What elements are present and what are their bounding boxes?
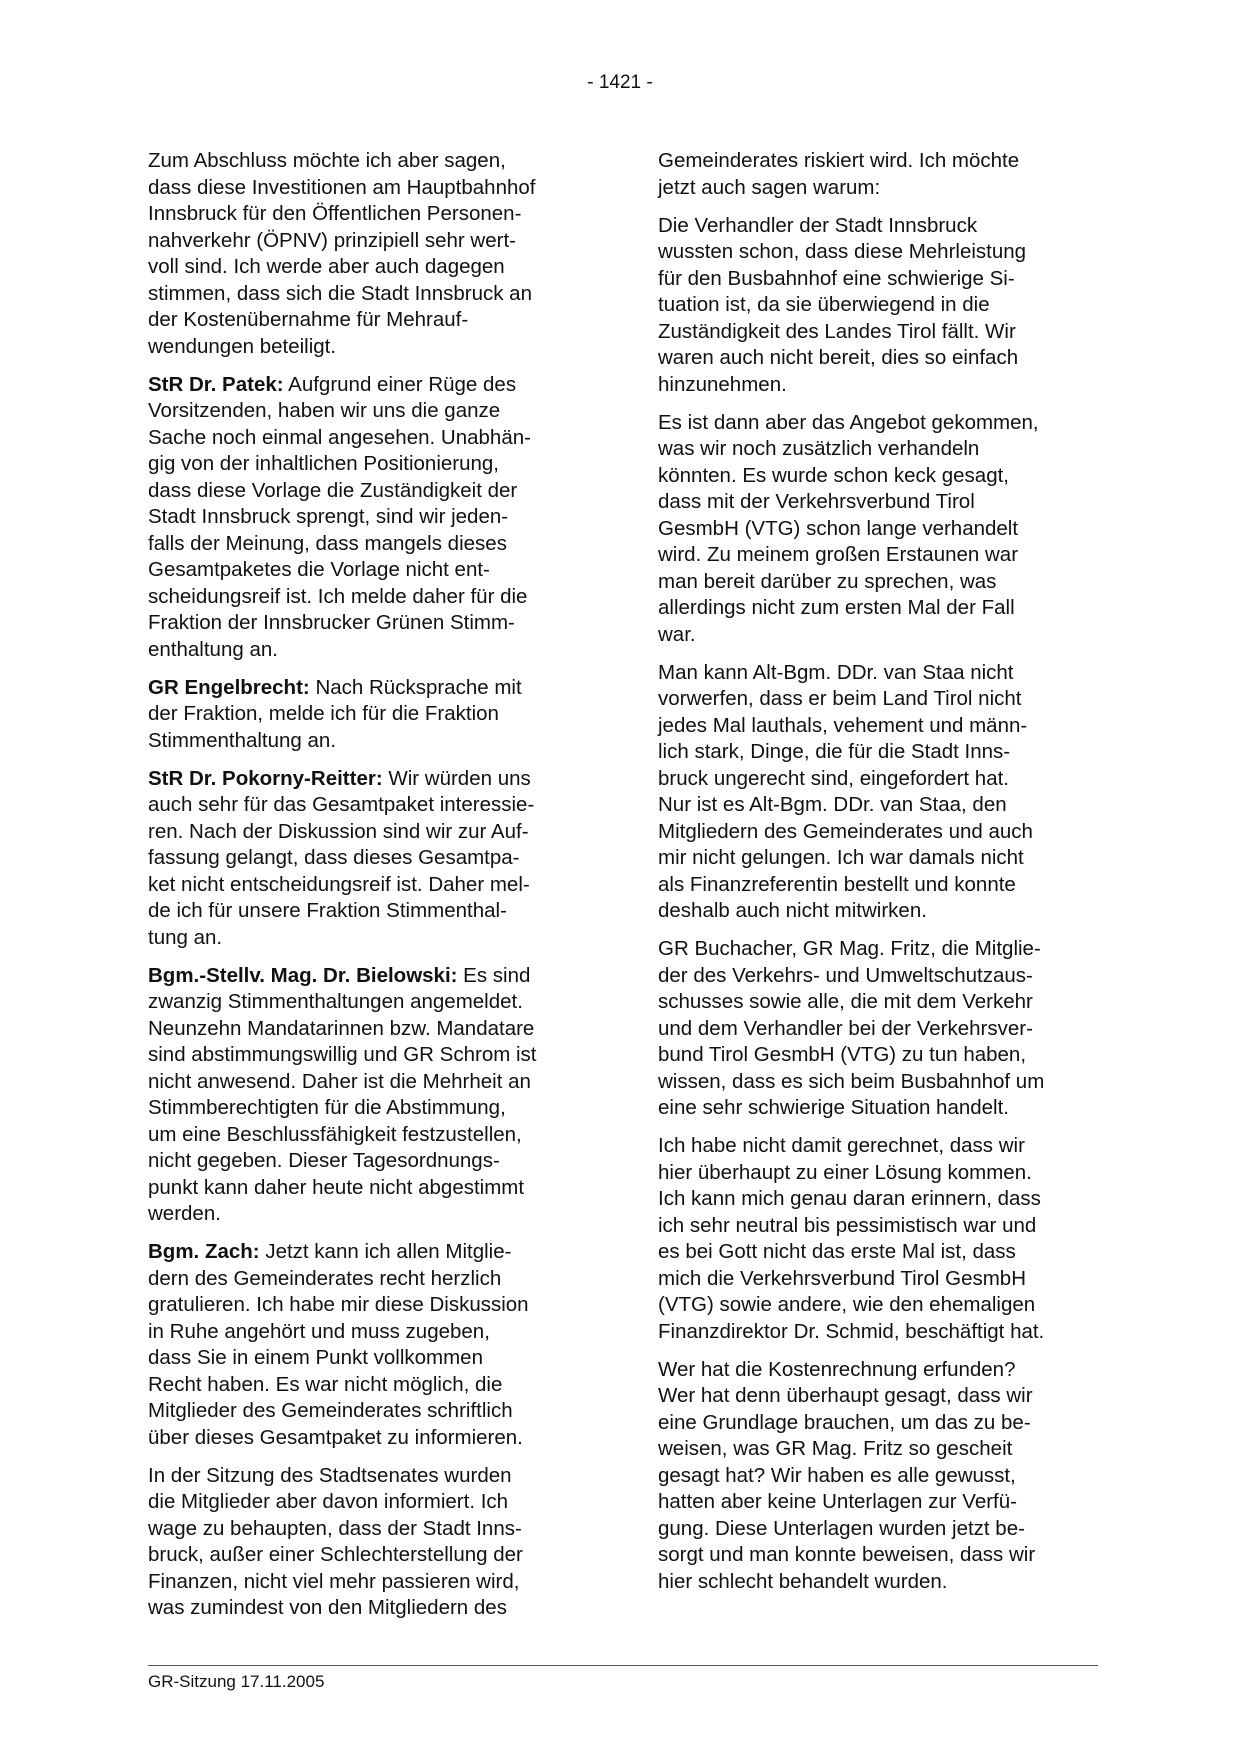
paragraph (148, 675, 593, 755)
paragraph (148, 963, 593, 1228)
paragraph-text: Nach Rücksprache mit der Fraktion, melde ich für die Fraktion Stimmenthaltung an. (148, 675, 522, 752)
paragraph (658, 213, 1103, 399)
speaker-name: StR Dr. Pokorny-Reitter: (148, 766, 383, 790)
footer-session-date: GR-Sitzung 17.11.2005 (148, 1672, 325, 1691)
paragraph-text: Wer hat die Kostenrechnung erfunden? Wer hat denn überhaupt gesagt, dass wir eine Grundlage brauchen, um das zu be- weisen, was GR Mag. Fritz so gescheit gesagt hat? Wir haben es alle gewusst, hatten aber keine Unterlagen zur Verfü- gung. Diese Unterlagen wurden jetzt be- sorgt und man konnte beweisen, dass wir hier schlecht behandelt wurden. (658, 1357, 1036, 1593)
paragraph (658, 1357, 1103, 1596)
paragraph-text: Die Verhandler der Stadt Innsbruck wussten schon, dass diese Mehrleistung für den Busbahnhof eine schwierige Si- tuation ist, da sie überwiegend in die Zuständigkeit des Landes Tirol fällt. Wir waren auch nicht bereit, dies so einfach hinzunehmen. (658, 213, 1027, 396)
paragraph-text: Man kann Alt-Bgm. DDr. van Staa nicht vorwerfen, dass er beim Land Tirol nicht jedes Mal lauthals, vehement und männ- lich stark, Dinge, die für die Stadt Inns- bruck ungerecht sind, eingefordert hat. Nur ist es Alt-Bgm. DDr. van Staa, den Mitgliedern des Gemeinderates und auch mir nicht gelungen. Ich war damals nicht als Finanzreferentin bestellt und konnte deshalb auch nicht mitwirken. (658, 660, 1033, 922)
paragraph (148, 1463, 593, 1622)
paragraph-text: Es sind zwanzig Stimmenthaltungen angemeldet. Neunzehn Mandatarinnen bzw. Mandatare sind abstimmungswillig und GR Schrom ist nicht anwesend. Daher ist die Mehrheit an Stimmberechtigten für die Abstimmung, um eine Beschlussfähigkeit festzustellen, nicht gegeben. Dieser Tagesordnungs- punkt kann daher heute nicht abgestimmt werden. (148, 963, 537, 1225)
paragraph (148, 766, 593, 952)
paragraph-text: Es ist dann aber das Angebot gekommen, was wir noch zusätzlich verhandeln könnten. Es wurde schon keck gesagt, dass mit der Verkehrsverbund Tirol GesmbH (VTG) schon lange verhandelt wird. Zu meinem großen Erstaunen war man bereit darüber zu sprechen, was allerdings nicht zum ersten Mal der Fall war. (658, 410, 1039, 646)
right-column (658, 148, 1103, 1607)
paragraph (658, 410, 1103, 649)
left-column (148, 148, 593, 1633)
footer-divider (148, 1665, 1098, 1666)
paragraph-text: Gemeinderates riskiert wird. Ich möchte jetzt auch sagen warum: (658, 149, 1020, 199)
paragraph (148, 148, 593, 360)
paragraph-text: Zum Abschluss möchte ich aber sagen, dass diese Investitionen am Hauptbahnhof Innsbruck für den Öffentlichen Personen- nahverkehr (ÖPNV) prinzipiell sehr wert- voll sind. Ich werde aber auch dagegen stimmen, dass sich die Stadt Innsbruck an der Kostenübernahme für Mehrauf- wendungen beteiligt. (148, 149, 536, 358)
paragraph-text: Wir würden uns auch sehr für das Gesamtpaket interessie- ren. Nach der Diskussion sind wir zur Auf- fassung gelangt, dass dieses Gesamtpa- ket nicht entscheidungsreif ist. Daher mel- de ich für unsere Fraktion Stimmenthal- tung an. (148, 766, 535, 949)
paragraph-text: In der Sitzung des Stadtsenates wurden die Mitglieder aber davon informiert. Ich wage zu behaupten, dass der Stadt Inns- bruck, außer einer Schlechterstellung der Finanzen, nicht viel mehr passieren wird, was zumindest von den Mitgliedern des (148, 1463, 523, 1619)
paragraph (658, 660, 1103, 925)
speaker-name: GR Engelbrecht: (148, 675, 310, 699)
paragraph (148, 372, 593, 664)
paragraph (148, 1239, 593, 1451)
speaker-name: StR Dr. Patek: (148, 372, 284, 396)
speaker-name: Bgm. Zach: (148, 1240, 260, 1263)
paragraph (658, 936, 1103, 1122)
paragraph (658, 148, 1103, 201)
paragraph-text: Ich habe nicht damit gerechnet, dass wir hier überhaupt zu einer Lösung kommen. Ich kann mich genau daran erinnern, dass ich sehr neutral bis pessimistisch war und es bei Gott nicht das erste Mal ist, dass mich die Verkehrsverbund Tirol GesmbH (VTG) sowie andere, wie den ehemaligen Finanzdirektor Dr. Schmid, beschäftigt hat. (658, 1134, 1045, 1343)
paragraph (658, 1133, 1103, 1345)
paragraph-text: Jetzt kann ich allen Mitglie- dern des Gemeinderates recht herzlich gratulieren. Ich habe mir diese Diskussion in Ruhe angehört und muss zugeben, dass Sie in einem Punkt vollkommen Recht haben. Es war nicht möglich, die Mitglieder des Gemeinderates schriftlich über dieses Gesamtpaket zu informieren. (148, 1240, 529, 1449)
paragraph-text: GR Buchacher, GR Mag. Fritz, die Mitglie- der des Verkehrs- und Umweltschutzaus- schusses sowie alle, die mit dem Verkehr und dem Verhandler bei der Verkehrsver- bund Tirol GesmbH (VTG) zu tun haben, wissen, dass es sich beim Busbahnhof um eine sehr schwierige Situation handelt. (658, 937, 1045, 1119)
page-number: - 1421 - (587, 72, 653, 93)
speaker-name: Bgm.-Stellv. Mag. Dr. Bielowski: (148, 963, 458, 987)
paragraph-text: Aufgrund einer Rüge des Vorsitzenden, haben wir uns die ganze Sache noch einmal angesehen. Unabhän- gig von der inhaltlichen Positionierung, dass diese Vorlage die Zuständigkeit der Stadt Innsbruck sprengt, sind wir jeden- falls der Meinung, dass mangels dieses Gesamtpaketes die Vorlage nicht ent- scheidungsreif ist. Ich melde daher für die Fraktion der Innsbrucker Grünen Stimm- enthaltung an. (148, 372, 531, 661)
